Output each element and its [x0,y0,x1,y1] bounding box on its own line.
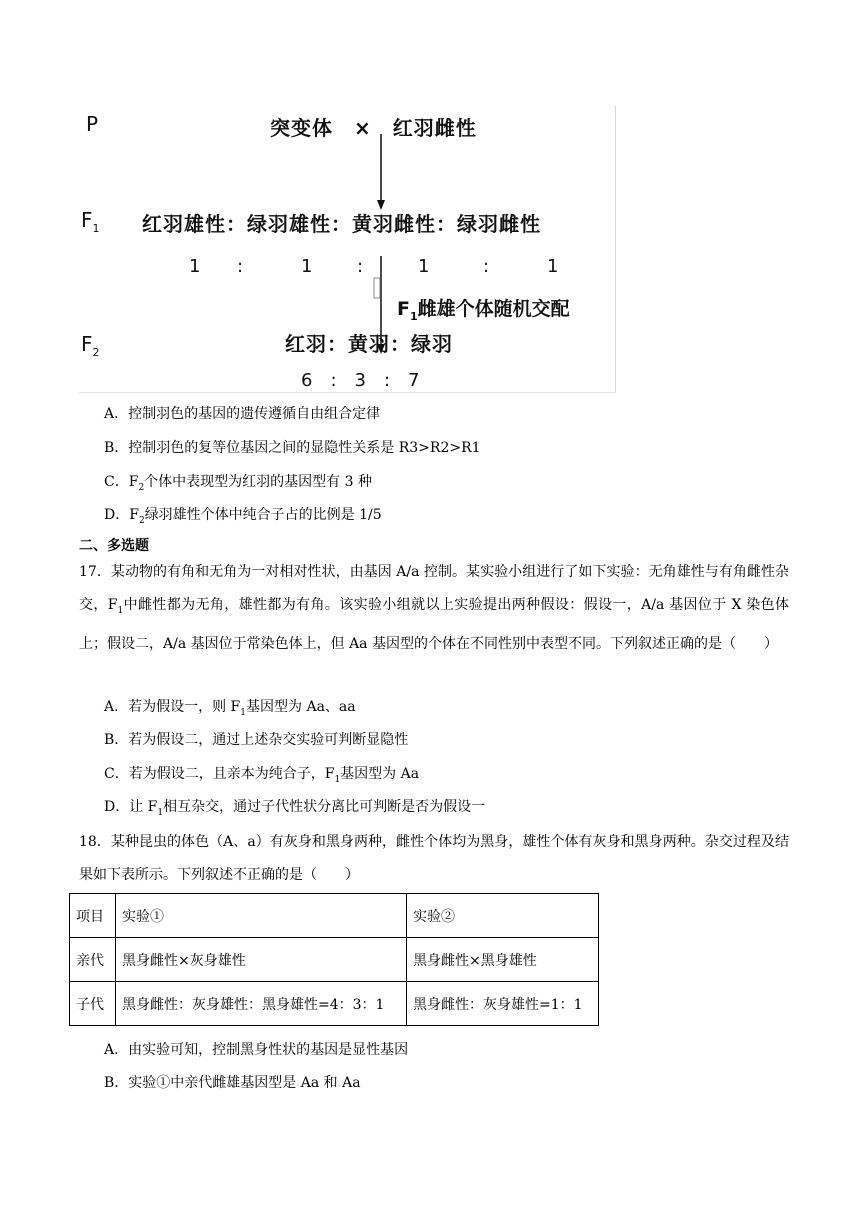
q18-option-a: A．由实验可知，控制黑身性状的基因是显性基因 [104,1042,409,1058]
f1-ratio-sep-2: : [357,256,364,277]
experiment-table [69,893,599,1026]
table-cell: 黑身雌性×灰身雄性 [116,938,407,982]
table-cell: 亲代 [70,938,116,982]
q16-option-b: B．控制羽色的复等位基因之间的显隐性关系是 R3>R2>R1 [104,440,481,456]
arrow-hatch [374,278,380,298]
q18-option-b: B．实验①中亲代雌雄基因型是 Aa 和 Aa [104,1075,361,1091]
f1-ratio-4: 1 [547,256,559,277]
f1-phenotypes: 红羽雄性：绿羽雄性：黄羽雌性：绿羽雌性 [142,212,541,236]
f1-ratio-2: 1 [301,256,313,277]
f2-ratio: 6 : 3 : 7 [301,370,420,391]
table-header-cell: 项目 [70,894,116,938]
q18-stem: 18．某种昆虫的体色（A、a）有灰身和黑身两种，雌性个体均为黑身，雄性个体有灰身和黑身两种。杂交过程及结果如下表所示。下列叙述不正确的是（ ） [79,834,789,883]
q16-option-c: C．$F_2$个体中表现型为红羽的基因型有 3 种 [104,474,372,493]
q17-option-a: A．若为假设一，则 $F_1$基因型为 Aa、aa [104,699,356,718]
f1-ratio-sep-1: : [237,256,244,277]
q16-option-a: A．控制羽色的基因的遗传遵循自由组合定律 [104,406,381,422]
q16-option-d: D．$F_2$绿羽雄性个体中纯合子占的比例是 1/5 [104,507,382,526]
table-row [70,938,599,982]
table-cell: 子代 [70,982,116,1026]
parents-cross: 突变体 × 红羽雌性 [270,116,477,140]
random-mating-note: $F_1$雌雄个体随机交配 [397,298,570,323]
section-title: 二、多选题 [79,538,149,554]
table-header-cell: 实验① [116,894,407,938]
table-row [70,982,599,1026]
table-header-cell: 实验② [407,894,599,938]
table-cell: 黑身雌性×黑身雄性 [407,938,599,982]
generation-f2-label: $F_2$ [81,332,100,359]
q17-option-d: D．让 $F_1$相互杂交，通过子代性状分离比可判断是否为假设一 [104,799,486,818]
f1-ratio-1: 1 [189,256,201,277]
q17-option-c: C．若为假设二，且亲本为纯合子，$F_1$基因型为 Aa [104,766,420,785]
generation-p-label: P [86,112,99,136]
cross-diagram [79,106,616,393]
table-cell: 黑身雌性：灰身雄性：黑身雄性=4：3：1 [116,982,407,1026]
f1-ratio-sep-3: : [483,256,490,277]
f1-ratio-3: 1 [418,256,430,277]
q17-stem: 17．某动物的有角和无角为一对相对性状，由基因 A/a 控制。某实验小组进行了如下实验：无角雄性与有角雌性杂交，$F_1$中雌性都为无角，雄性都为有角。该实验小组就以上实验提出两种假设：假设一，A/a 基因位于 X 染色体上；假设二，A/a 基因位于常染色体上，但 Aa 基因型的个体在不同性别中表型不同。下列叙述正确的是（ ） [79,564,789,652]
generation-f1-label: $F_1$ [81,208,100,235]
table-header-row [70,894,599,938]
f2-phenotypes: 红羽：黄羽：绿羽 [285,332,453,356]
table-cell: 黑身雌性：灰身雄性=1：1 [407,982,599,1026]
q17-option-b: B．若为假设二，通过上述杂交实验可判断显隐性 [104,732,409,748]
